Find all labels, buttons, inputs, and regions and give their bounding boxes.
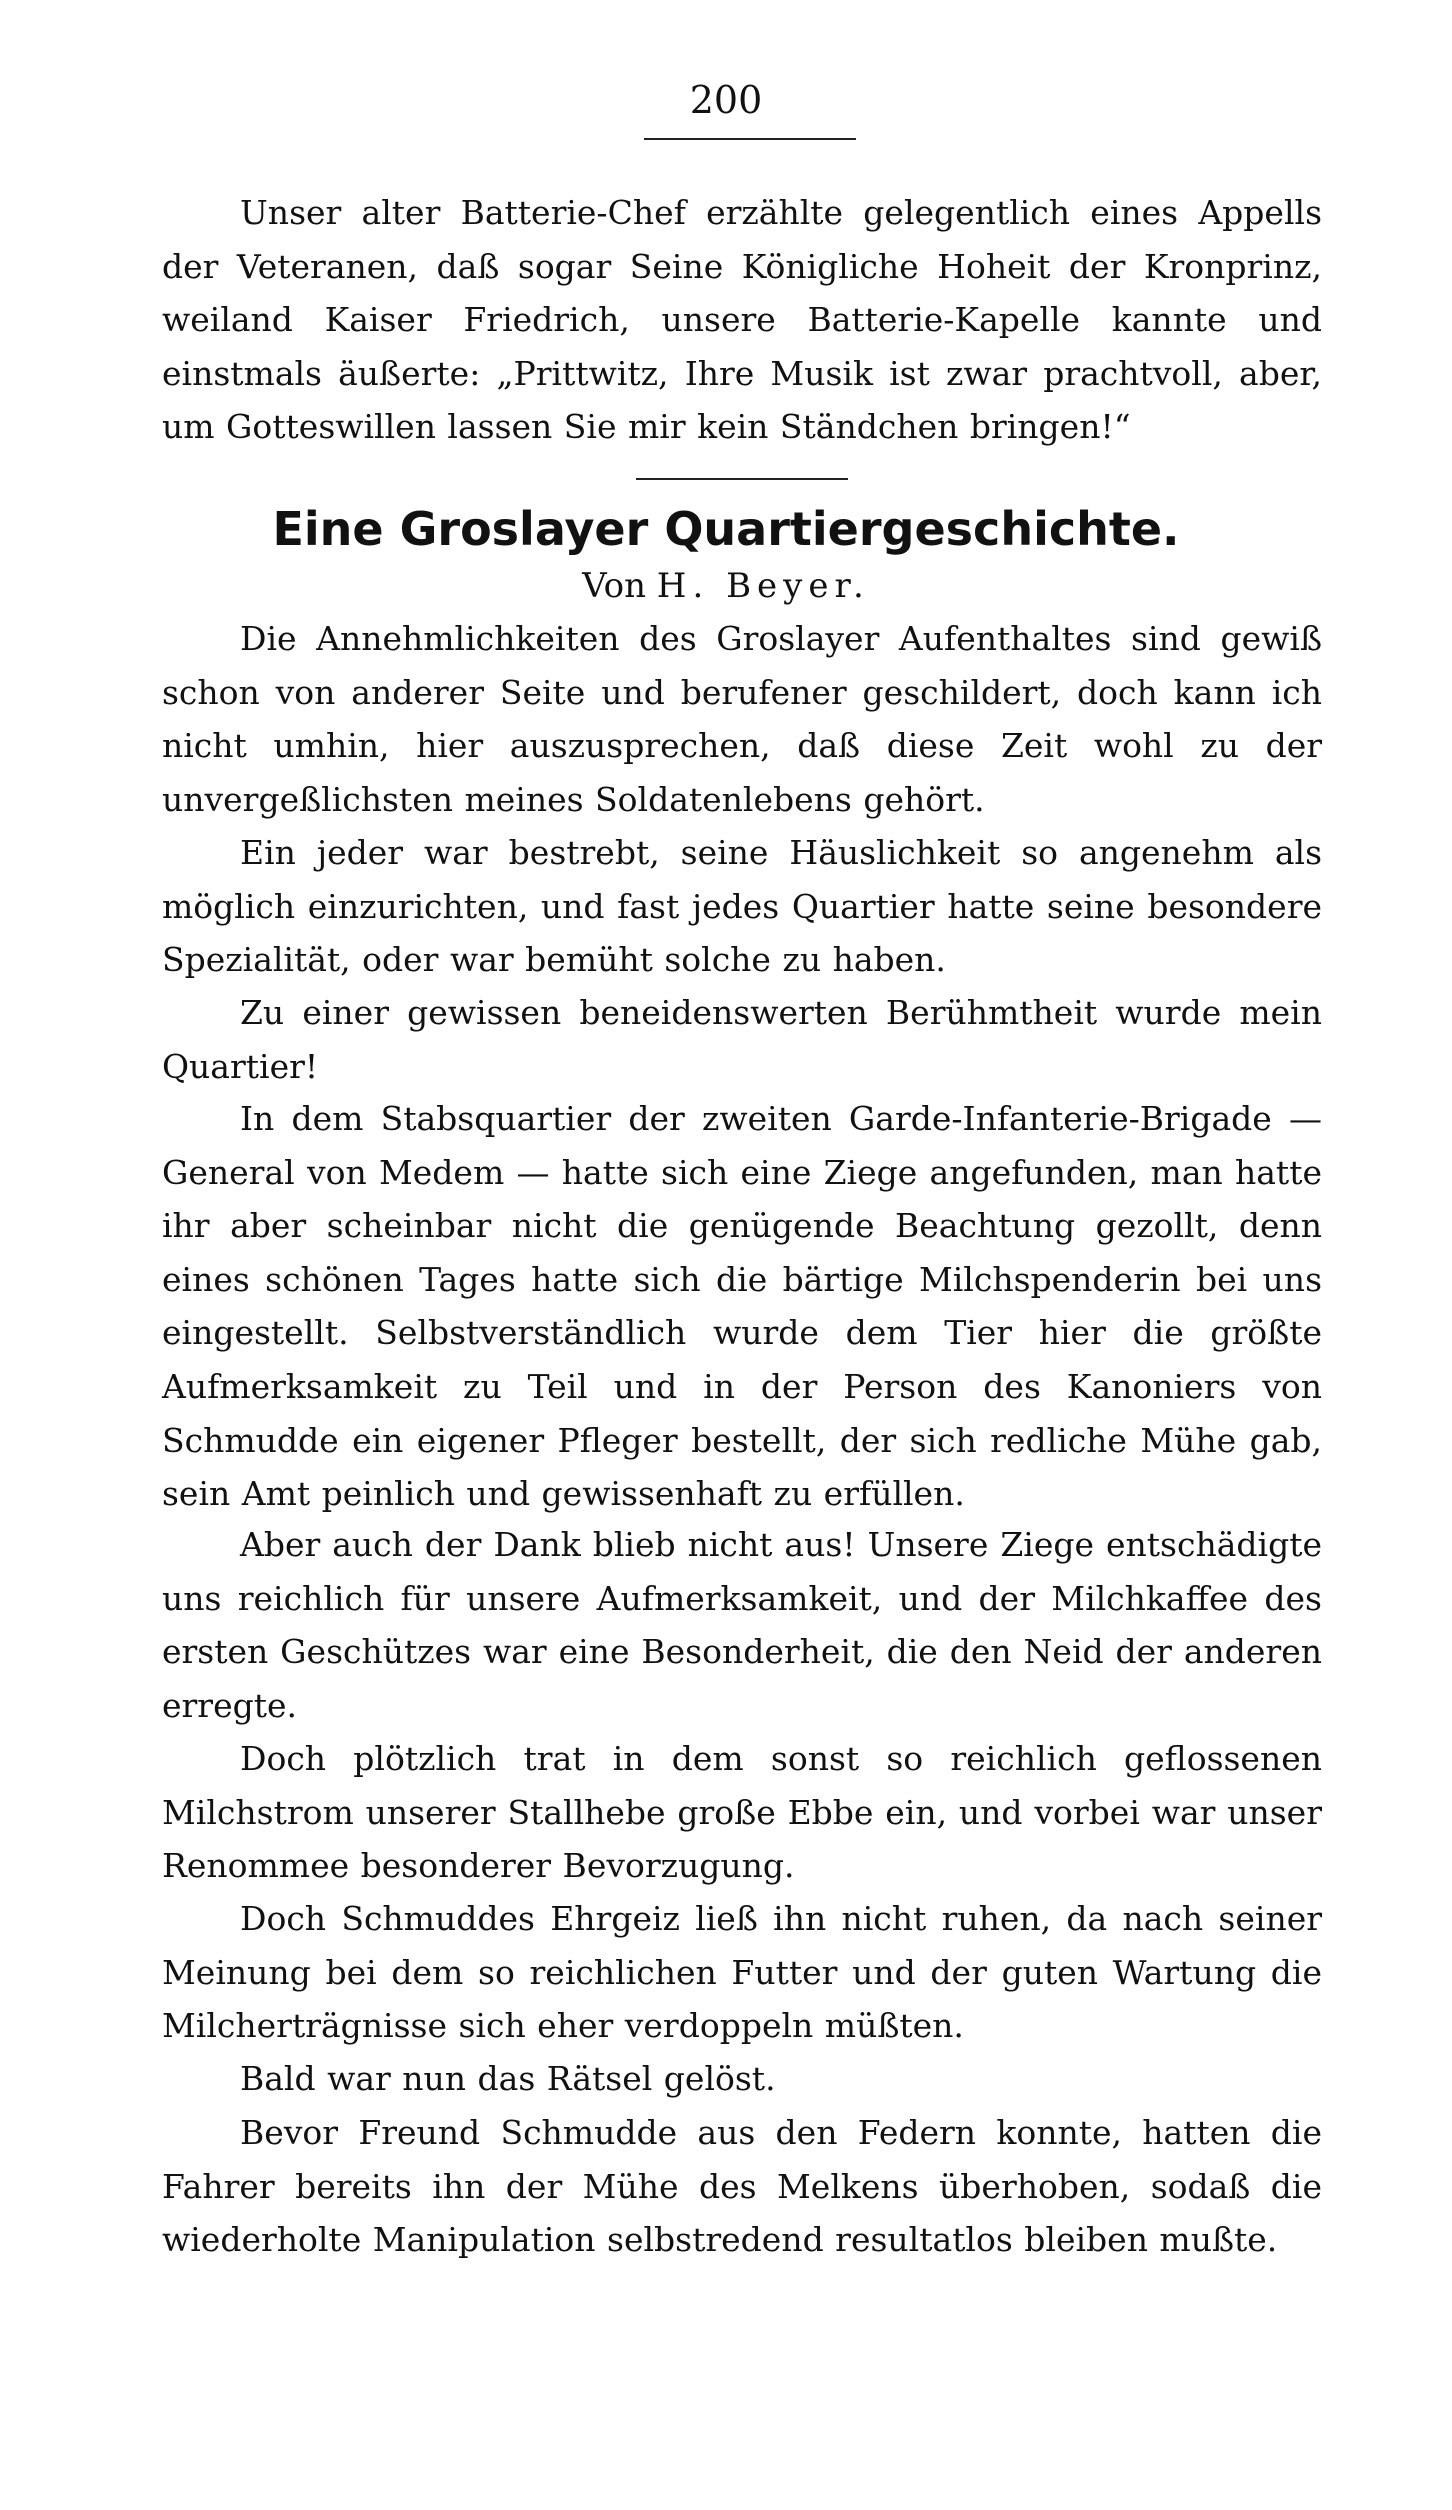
article-paragraph: Ein jeder war bestrebt, seine Häuslichkeit so angenehm als möglich einzurichten, und fast jedes Quartier hatte seine besondere Spezialität, oder war bemüht solche zu haben. bbox=[162, 833, 1322, 980]
byline-author: H. Beyer. bbox=[656, 566, 870, 606]
article-paragraph: In dem Stabsquartier der zweiten Garde-Infanterie-Brigade — General von Medem — hatte sich eine Ziege angefunden, man hatte ihr aber scheinbar nicht die genügende Beachtung gezollt, denn eines schönen Tages hatte sich die bärtige Milchspenderin bei uns eingestellt. Selbstverständlich wurde dem Tier hier die größte Aufmerksamkeit zu Teil und in der Person des Kanoniers von Schmudde ein eigener Pfleger bestellt, der sich redliche Mühe gab, sein Amt peinlich und gewissenhaft zu erfüllen. bbox=[162, 1099, 1322, 1514]
byline-prefix: Von bbox=[582, 566, 646, 606]
article-title: Eine Groslayer Quartiergeschichte. bbox=[272, 502, 1180, 556]
intro-paragraph: Unser alter Batterie-Chef erzählte gelegentlich eines Appells der Veteranen, daß sogar Seine Königliche Hoheit der Kronprinz, weiland Kaiser Friedrich, unsere Batterie-Kapelle kannte und einstmals äußerte: „Prittwitz, Ihre Musik ist zwar prachtvoll, aber, um Gotteswillen lassen Sie mir kein Ständchen bringen!“ bbox=[162, 193, 1322, 447]
article-paragraph: Zu einer gewissen beneidenswerten Berühmtheit wurde mein Quartier! bbox=[162, 993, 1322, 1086]
article-paragraph: Bevor Freund Schmudde aus den Federn konnte, hatten die Fahrer bereits ihn der Mühe des Melkens überhoben, sodaß die wiederholte Manipulation selbstredend resultatlos bleiben mußte. bbox=[162, 2113, 1322, 2260]
article-paragraph: Bald war nun das Rätsel gelöst. bbox=[240, 2059, 776, 2098]
header-rule bbox=[644, 138, 856, 140]
page-number: 200 bbox=[689, 78, 763, 122]
article-byline bbox=[0, 562, 1452, 610]
article-paragraph: Doch plötzlich trat in dem sonst so reichlich geflossenen Milchstrom unserer Stallhebe große Ebbe ein, und vorbei war unser Renommee besonderer Bevorzugung. bbox=[162, 1739, 1322, 1886]
article-paragraph: Die Annehmlichkeiten des Groslayer Aufenthaltes sind gewiß schon von anderer Seite und berufener geschildert, doch kann ich nicht umhin, hier auszusprechen, daß diese Zeit wohl zu der unvergeßlichsten meines Soldatenlebens gehört. bbox=[162, 619, 1322, 819]
article-paragraph: Aber auch der Dank blieb nicht aus! Unsere Ziege entschädigte uns reichlich für unsere Aufmerksamkeit, und der Milchkaffee des ersten Geschützes war eine Besonderheit, die den Neid der anderen erregte. bbox=[162, 1525, 1322, 1725]
section-divider bbox=[636, 478, 848, 480]
article-paragraph: Doch Schmuddes Ehrgeiz ließ ihn nicht ruhen, da nach seiner Meinung bei dem so reichlichen Futter und der guten Wartung die Milcherträgnisse sich eher verdoppeln müßten. bbox=[162, 1899, 1322, 2046]
